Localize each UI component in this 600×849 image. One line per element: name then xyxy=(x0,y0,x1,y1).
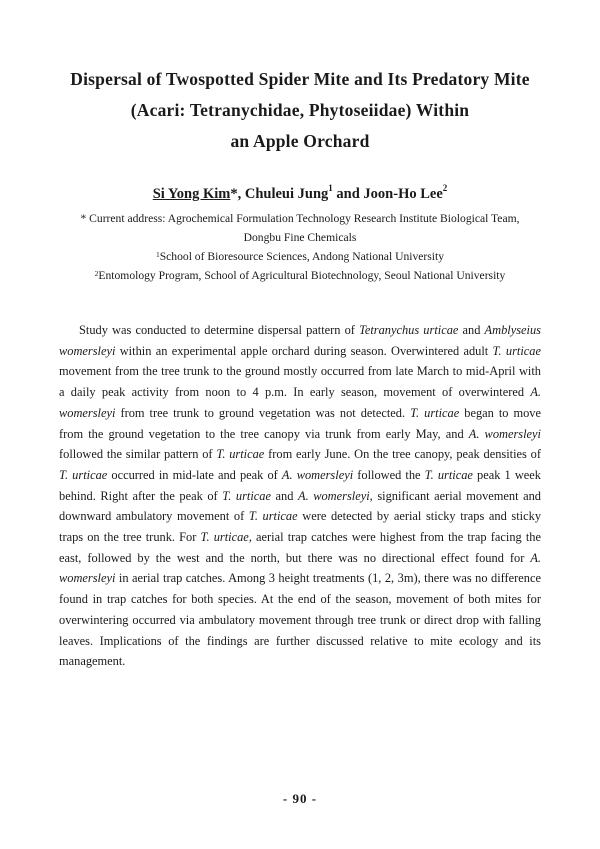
author-name: Chuleui Jung xyxy=(244,186,329,202)
page-number: - 90 - xyxy=(282,791,318,806)
abstract xyxy=(59,320,541,672)
affiliation-current xyxy=(60,209,540,247)
author-list xyxy=(0,183,600,203)
affiliation-superscript: 1 xyxy=(155,250,160,259)
author-conjunction: and xyxy=(336,186,360,202)
author-superscript: 1 xyxy=(328,183,333,193)
paper-title xyxy=(40,64,560,157)
author-name: Si Yong Kim xyxy=(152,186,231,202)
author-name: Joon-Ho Lee xyxy=(363,186,443,202)
affiliation-2 xyxy=(40,266,560,285)
affiliation-1 xyxy=(60,247,540,266)
title-line-3: an Apple Orchard xyxy=(230,131,370,151)
title-line-1: Dispersal of Twospotted Spider Mite and Its Predatory Mite xyxy=(70,69,530,89)
abstract-paragraph: Study was conducted to determine dispersal pattern of Tetranychus urticae and Amblyseius womersleyi within an experimental apple orchard during season. Overwintered adult T. urticae movement from the tree trunk to the ground mostly occurred from late March to mid-April with a daily peak activity from noon to 4 p.m. In early season, movement of overwintered A. womersleyi from tree trunk to ground vegetation was not detected. T. urticae began to move from the ground vegetation to the tree canopy via trunk from early May, and A. womersleyi followed the similar pattern of T. urticae from early June. On the tree canopy, peak densities of T. urticae occurred in mid-late and peak of A. womersleyi followed the T. urticae peak 1 week behind. Right after the peak of T. urticae and A. womersleyi, significant aerial movement and downward ambulatory movement of T. urticae were detected by aerial sticky traps and sticky traps on the tree trunk. For T. urticae, aerial trap catches were highest from the trap facing the east, followed by the west and the north, but there was no directional effect found for A. womersleyi in aerial trap catches. Among 3 height treatments (1, 2, 3m), there was no difference found in trap catches for both species. At the end of the season, movement of both mites for overwintering occurred via ambulatory movement through tree trunk or direct drop with falling leaves. Implications of the findings are further discussed relative to mite ecology and its management. xyxy=(59,323,542,669)
title-line-2: (Acari: Tetranychidae, Phytoseiidae) Within xyxy=(130,100,470,120)
affiliation-text: School of Bioresource Sciences, Andong National University xyxy=(159,250,445,263)
affiliation-text: Entomology Program, School of Agricultural Biotechnology, Seoul National University xyxy=(98,269,506,282)
affiliation-line: Dongbu Fine Chemicals xyxy=(243,231,357,244)
affiliation-superscript: 2 xyxy=(94,269,99,278)
author-mark: *, xyxy=(230,186,242,202)
author-superscript: 2 xyxy=(442,183,448,193)
affiliation-line: * Current address: Agrochemical Formulation Technology Research Institute Biological Team, xyxy=(80,212,520,225)
